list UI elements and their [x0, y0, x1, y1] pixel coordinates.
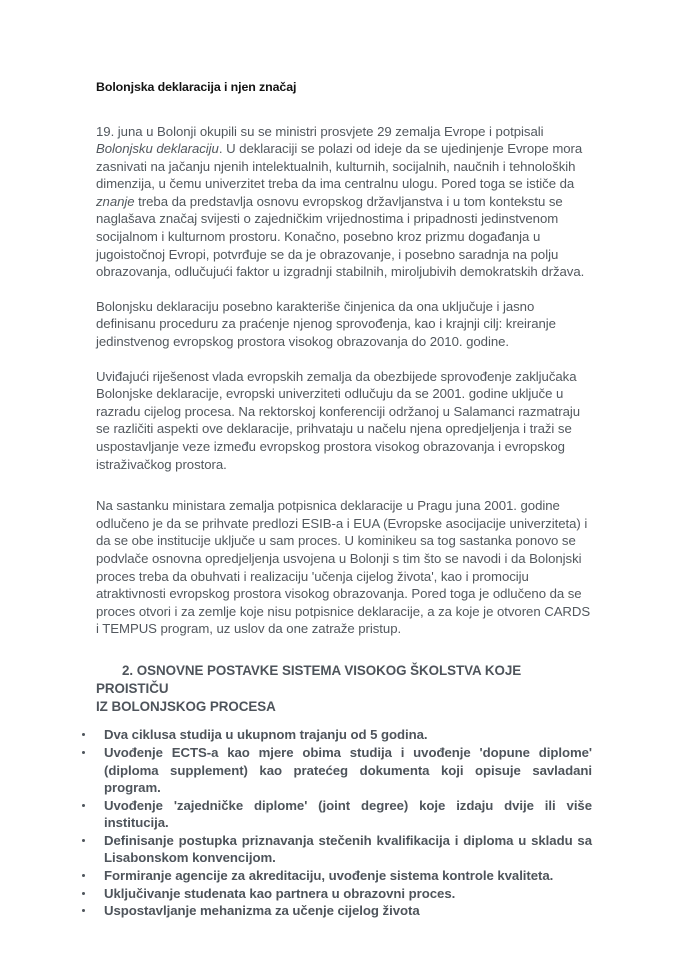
list-item	[74, 867, 592, 885]
list-item	[74, 744, 592, 797]
emphasis-run: Bolonjsku deklaraciju	[96, 141, 219, 157]
paragraph-1	[96, 123, 592, 281]
list-item-label: Uspostavljanje mehanizma za učenje cijelog života	[104, 903, 420, 919]
list-item-label: Dva ciklusa studija u ukupnom trajanju od 5 godina.	[104, 727, 428, 743]
list-item	[74, 797, 592, 832]
section-heading	[96, 662, 592, 715]
section-heading-line2: IZ BOLONJSKOG PROCESA	[96, 698, 276, 714]
paragraph-3	[96, 368, 592, 474]
text-run: 19. juna u Bolonji okupili su se ministri prosvjete 29 zemalja Evrope i potpisali	[96, 123, 544, 139]
list-item-label: Uključivanje studenata kao partnera u obrazovni proces.	[104, 885, 456, 901]
document-body	[96, 80, 592, 920]
text-run: . U deklaraciji se polazi od ideje da se ujedinjenje Evrope mora zasnivati na jačanju njenih intelektualnih, kulturnih, socijalnih, naučnih i tehnoloških dimenzija, u čemu univerzitet treba da ima centralnu ulogu. Pored toga se ističe da	[96, 141, 583, 192]
text-run: treba da predstavlja osnovu evropskog državljanstva i u tom kontekstu se naglašava značaj svijesti o zajedničkim vrijednostima i pripadnosti jedinstvenom socijalnom i kulturnom prostoru. Konačno, posebno kroz prizmu događanja u jugoistočnoj Evropi, potvrđuje se da je obrazovanje, i posebno saradnja na polju obrazovanja, odlučujući faktor u izgradnji stabilnih, miroljubivih demokratskih država.	[96, 193, 585, 280]
list-item	[74, 885, 592, 903]
emphasis-run: znanje	[96, 193, 135, 209]
bolonja-principles-list	[96, 726, 592, 920]
list-item	[74, 902, 592, 920]
paragraph-4	[96, 497, 592, 638]
list-item-label: Definisanje postupka priznavanja stečenih kvalifikacija i diploma u skladu sa Lisabonskom konvencijom.	[104, 832, 592, 866]
list-item	[74, 832, 592, 867]
list-item-label: Uvođenje 'zajedničke diplome' (joint degree) koje izdaju dvije ili više institucija.	[104, 797, 592, 831]
section-heading-number: 2.	[122, 662, 134, 678]
list-item-label: Uvođenje ECTS-a kao mjere obima studija i uvođenje 'dopune diplome' (diploma supplement) kao pratećeg dokumenta koji opisuje savladani program.	[104, 744, 592, 796]
paragraph-2	[96, 298, 592, 351]
list-item	[74, 726, 592, 744]
document-title: Bolonjska deklaracija i njen značaj	[96, 80, 297, 94]
text-run: Uviđajući riješenost vlada evropskih zemalja da obezbijede sprovođenje zaključaka Bolonjske deklaracije, evropski univerziteti odlučuju da se 2001. godine uključe u razradu cijelog procesa. Na rektorskoj konferenciji održanoj u Salamanci razmatraju se različiti aspekti ove deklaracije, prihvataju u načelu njena opredjeljenja i traži se uspostavljanje veze između evropskog prostora visokog obrazovanja i evropskog istraživačkog prostora.	[96, 368, 581, 472]
section-heading-line1: OSNOVNE POSTAVKE SISTEMA VISOKOG ŠKOLSTVA KOJE PROISTIČU	[96, 662, 522, 696]
list-item-label: Formiranje agencije za akreditaciju, uvođenje sistema kontrole kvaliteta.	[104, 868, 554, 884]
text-run: Na sastanku ministara zemalja potpisnica deklaracije u Pragu juna 2001. godine odlučeno je da se prihvate predlozi ESIB-a i EUA (Evropske asocijacije univerziteta) i da se obe institucije uključe u sam proces. U kominikeu sa tog sastanka ponovo se podvlače osnovna opredjeljenja usvojena u Bolonji s tim što se navodi i da Bolonjski proces treba da obuhvati i realizaciju 'učenja cijelog života', kao i promociju atraktivnosti evropskog prostora visokog obrazovanja. Pored toga je odlučeno da se proces otvori i za zemlje koje nisu potpisnice deklaracije, a za koje je otvoren CARDS i TEMPUS program, uz uslov da one zatraže pristup.	[96, 498, 591, 637]
text-run: Bolonjsku deklaraciju posebno karakteriše činjenica da ona uključuje i jasno definisanu proceduru za praćenje njenog sprovođenja, kao i krajnji cilj: kreiranje jedinstvenog evropskog prostora visokog obrazovanja do 2010. godine.	[96, 298, 556, 350]
